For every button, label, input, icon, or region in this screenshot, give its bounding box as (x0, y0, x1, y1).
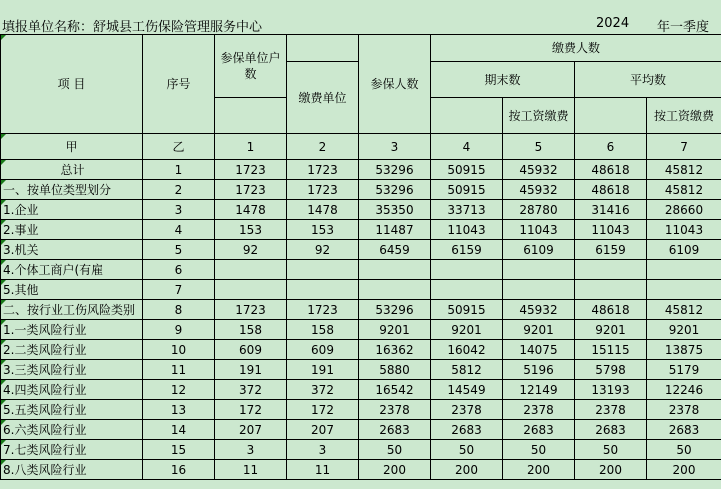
code-cell[interactable]: 3 (359, 134, 431, 160)
row-value-cell[interactable]: 5798 (575, 360, 647, 380)
table-row (1, 360, 721, 380)
row-seq[interactable]: 13 (143, 400, 215, 420)
row-value-cell[interactable]: 13193 (575, 380, 647, 400)
row-item-label[interactable]: 7.七类风险行业 (1, 440, 143, 460)
row-value-cell[interactable]: 1723 (287, 180, 359, 200)
row-value-cell[interactable]: 2378 (359, 400, 431, 420)
insurance-table (0, 34, 721, 480)
row-value-cell[interactable]: 1723 (215, 300, 287, 320)
row-item-label[interactable]: 8.八类风险行业 (1, 460, 143, 480)
row-value-cell[interactable] (287, 260, 359, 280)
row-value-cell[interactable] (215, 280, 287, 300)
row-value-cell[interactable]: 53296 (359, 300, 431, 320)
unit-name-label: 填报单位名称：舒城县工伤保险管理服务中心 (2, 20, 263, 35)
table-row (1, 240, 721, 260)
row-value-cell[interactable]: 2683 (359, 420, 431, 440)
row-seq[interactable]: 15 (143, 440, 215, 460)
row-value-cell[interactable]: 200 (503, 460, 575, 480)
row-value-cell[interactable]: 1478 (287, 200, 359, 220)
row-value-cell[interactable]: 3 (215, 440, 287, 460)
row-value-cell[interactable]: 45932 (503, 160, 575, 180)
row-seq[interactable]: 6 (143, 260, 215, 280)
row-value-cell[interactable]: 53296 (359, 160, 431, 180)
row-value-cell[interactable]: 2683 (503, 420, 575, 440)
report-year: 2024 (596, 16, 630, 31)
table-row (1, 160, 721, 180)
row-value-cell[interactable]: 16042 (431, 340, 503, 360)
row-value-cell[interactable]: 1478 (215, 200, 287, 220)
table-row (1, 200, 721, 220)
row-value-cell[interactable]: 5880 (359, 360, 431, 380)
row-value-cell[interactable] (575, 280, 647, 300)
row-value-cell[interactable]: 14075 (503, 340, 575, 360)
row-value-cell[interactable]: 9201 (359, 320, 431, 340)
row-item-label[interactable]: 二、按行业工伤风险类别 (1, 300, 143, 320)
table-row (1, 220, 721, 240)
table-row (1, 300, 721, 320)
col-header-seq[interactable]: 序号 (143, 35, 215, 134)
row-value-cell[interactable]: 158 (215, 320, 287, 340)
row-item-label[interactable]: 5.五类风险行业 (1, 400, 143, 420)
row-value-cell[interactable] (359, 280, 431, 300)
row-value-cell[interactable]: 207 (287, 420, 359, 440)
row-value-cell[interactable]: 50 (431, 440, 503, 460)
row-value-cell[interactable]: 50915 (431, 180, 503, 200)
table-row (1, 280, 721, 300)
row-value-cell[interactable]: 609 (287, 340, 359, 360)
row-value-cell[interactable]: 48618 (575, 300, 647, 320)
row-seq[interactable]: 2 (143, 180, 215, 200)
row-value-cell[interactable] (215, 260, 287, 280)
row-value-cell[interactable]: 53296 (359, 180, 431, 200)
row-value-cell[interactable]: 2683 (431, 420, 503, 440)
row-value-cell[interactable]: 6459 (359, 240, 431, 260)
row-value-cell[interactable]: 2378 (575, 400, 647, 420)
row-value-cell[interactable]: 207 (215, 420, 287, 440)
row-value-cell[interactable]: 6109 (503, 240, 575, 260)
code-cell[interactable]: 7 (647, 134, 721, 160)
row-seq[interactable]: 7 (143, 280, 215, 300)
row-value-cell[interactable]: 9201 (575, 320, 647, 340)
col-header-insured-people[interactable]: 参保人数 (359, 35, 431, 134)
code-cell[interactable]: 5 (503, 134, 575, 160)
table-row (1, 440, 721, 460)
col-header-item[interactable]: 项 目 (1, 35, 143, 134)
row-value-cell[interactable]: 12246 (647, 380, 721, 400)
row-value-cell[interactable]: 45932 (503, 300, 575, 320)
row-value-cell[interactable]: 11043 (575, 220, 647, 240)
row-value-cell[interactable]: 50 (575, 440, 647, 460)
row-value-cell[interactable]: 153 (215, 220, 287, 240)
row-value-cell[interactable]: 2378 (503, 400, 575, 420)
code-cell[interactable]: 2 (287, 134, 359, 160)
col-header-end-count[interactable]: 期末数 (431, 62, 575, 98)
table-row (1, 320, 721, 340)
row-seq[interactable]: 5 (143, 240, 215, 260)
row-value-cell[interactable]: 2683 (575, 420, 647, 440)
row-value-cell[interactable]: 1723 (215, 160, 287, 180)
row-value-cell[interactable] (359, 260, 431, 280)
row-seq[interactable]: 12 (143, 380, 215, 400)
row-seq[interactable]: 3 (143, 200, 215, 220)
row-value-cell[interactable] (431, 260, 503, 280)
report-quarter: 年一季度 (657, 20, 710, 35)
row-value-cell[interactable]: 50915 (431, 160, 503, 180)
row-value-cell[interactable]: 609 (215, 340, 287, 360)
row-item-label[interactable]: 一、按单位类型划分 (1, 180, 143, 200)
row-item-label[interactable]: 2.事业 (1, 220, 143, 240)
row-seq[interactable]: 16 (143, 460, 215, 480)
table-row (1, 340, 721, 360)
row-value-cell[interactable]: 153 (287, 220, 359, 240)
row-value-cell[interactable]: 11 (287, 460, 359, 480)
row-value-cell[interactable]: 35350 (359, 200, 431, 220)
row-value-cell[interactable]: 50 (503, 440, 575, 460)
row-value-cell[interactable]: 2683 (647, 420, 721, 440)
code-cell[interactable]: 乙 (143, 134, 215, 160)
row-value-cell[interactable]: 14549 (431, 380, 503, 400)
row-value-cell[interactable]: 48618 (575, 160, 647, 180)
row-item-label[interactable]: 1.一类风险行业 (1, 320, 143, 340)
empty-header-cell[interactable] (215, 98, 287, 134)
col-header-avg-count[interactable]: 平均数 (575, 62, 721, 98)
row-value-cell[interactable]: 5812 (431, 360, 503, 380)
row-value-cell[interactable]: 50915 (431, 300, 503, 320)
col-header-paying-units[interactable]: 缴费单位 (287, 62, 359, 134)
col-header-paying-people[interactable]: 缴费人数 (431, 35, 721, 62)
row-value-cell[interactable]: 16362 (359, 340, 431, 360)
table-row (1, 180, 721, 200)
empty-header-cell[interactable] (575, 98, 647, 134)
row-value-cell[interactable]: 2378 (647, 400, 721, 420)
row-value-cell[interactable]: 45812 (647, 300, 721, 320)
row-value-cell[interactable]: 45812 (647, 160, 721, 180)
row-value-cell[interactable] (503, 280, 575, 300)
row-value-cell[interactable]: 92 (215, 240, 287, 260)
row-value-cell[interactable]: 2378 (431, 400, 503, 420)
report-header (0, 14, 721, 34)
row-value-cell[interactable]: 11043 (503, 220, 575, 240)
row-seq[interactable]: 1 (143, 160, 215, 180)
row-value-cell[interactable]: 372 (287, 380, 359, 400)
row-value-cell[interactable]: 1723 (287, 300, 359, 320)
row-value-cell[interactable]: 5196 (503, 360, 575, 380)
row-value-cell[interactable]: 28660 (647, 200, 721, 220)
col-header-insured-units[interactable]: 参保单位户数 (215, 35, 287, 98)
row-value-cell[interactable]: 16542 (359, 380, 431, 400)
row-value-cell[interactable]: 11487 (359, 220, 431, 240)
code-cell[interactable]: 4 (431, 134, 503, 160)
row-value-cell[interactable]: 9201 (647, 320, 721, 340)
row-value-cell[interactable]: 191 (215, 360, 287, 380)
row-value-cell[interactable]: 15115 (575, 340, 647, 360)
table-row (1, 400, 721, 420)
empty-header-cell[interactable] (287, 35, 359, 62)
row-value-cell[interactable]: 200 (431, 460, 503, 480)
row-value-cell[interactable]: 50 (647, 440, 721, 460)
code-cell[interactable]: 甲 (1, 134, 143, 160)
row-value-cell[interactable]: 12149 (503, 380, 575, 400)
row-value-cell[interactable]: 45932 (503, 180, 575, 200)
row-item-label[interactable]: 4.四类风险行业 (1, 380, 143, 400)
row-item-label[interactable]: 1.企业 (1, 200, 143, 220)
row-seq[interactable]: 8 (143, 300, 215, 320)
row-value-cell[interactable]: 191 (287, 360, 359, 380)
row-value-cell[interactable]: 45812 (647, 180, 721, 200)
row-seq[interactable]: 9 (143, 320, 215, 340)
row-value-cell[interactable]: 200 (575, 460, 647, 480)
row-value-cell[interactable]: 372 (215, 380, 287, 400)
row-value-cell[interactable]: 48618 (575, 180, 647, 200)
row-item-label[interactable]: 3.机关 (1, 240, 143, 260)
row-value-cell[interactable]: 11043 (647, 220, 721, 240)
code-cell[interactable]: 6 (575, 134, 647, 160)
row-value-cell[interactable] (503, 260, 575, 280)
table-row (1, 460, 721, 480)
row-value-cell[interactable]: 6159 (575, 240, 647, 260)
row-value-cell[interactable]: 158 (287, 320, 359, 340)
row-seq[interactable]: 10 (143, 340, 215, 360)
row-value-cell[interactable]: 13875 (647, 340, 721, 360)
row-value-cell[interactable]: 11 (215, 460, 287, 480)
row-seq[interactable]: 14 (143, 420, 215, 440)
row-value-cell[interactable]: 1723 (287, 160, 359, 180)
row-value-cell[interactable]: 172 (215, 400, 287, 420)
row-value-cell[interactable]: 6109 (647, 240, 721, 260)
row-value-cell[interactable] (575, 260, 647, 280)
row-value-cell[interactable]: 33713 (431, 200, 503, 220)
row-item-label[interactable]: 3.三类风险行业 (1, 360, 143, 380)
row-value-cell[interactable] (647, 280, 721, 300)
row-value-cell[interactable] (647, 260, 721, 280)
row-item-label[interactable]: 2.二类风险行业 (1, 340, 143, 360)
row-value-cell[interactable]: 11043 (431, 220, 503, 240)
row-value-cell[interactable]: 3 (287, 440, 359, 460)
row-value-cell[interactable]: 92 (287, 240, 359, 260)
row-item-label[interactable]: 总计 (1, 160, 143, 180)
empty-header-cell[interactable] (431, 98, 503, 134)
table-row (1, 420, 721, 440)
row-value-cell[interactable]: 5179 (647, 360, 721, 380)
col-header-by-wage-1[interactable]: 按工资缴费 (503, 98, 575, 134)
table-row (1, 380, 721, 400)
row-value-cell[interactable]: 31416 (575, 200, 647, 220)
row-value-cell[interactable] (287, 280, 359, 300)
row-value-cell[interactable] (431, 280, 503, 300)
row-value-cell[interactable]: 1723 (215, 180, 287, 200)
row-seq[interactable]: 4 (143, 220, 215, 240)
row-item-label[interactable]: 6.六类风险行业 (1, 420, 143, 440)
row-value-cell[interactable]: 172 (287, 400, 359, 420)
row-item-label[interactable]: 5.其他 (1, 280, 143, 300)
row-value-cell[interactable]: 50 (359, 440, 431, 460)
col-header-by-wage-2[interactable]: 按工资缴费 (647, 98, 721, 134)
row-value-cell[interactable]: 6159 (431, 240, 503, 260)
row-value-cell[interactable]: 9201 (431, 320, 503, 340)
code-cell[interactable]: 1 (215, 134, 287, 160)
row-value-cell[interactable]: 28780 (503, 200, 575, 220)
row-value-cell[interactable]: 9201 (503, 320, 575, 340)
row-item-label[interactable]: 4.个体工商户(有雇 (1, 260, 143, 280)
table-row (1, 260, 721, 280)
row-seq[interactable]: 11 (143, 360, 215, 380)
row-value-cell[interactable]: 200 (647, 460, 721, 480)
code-row (1, 134, 721, 160)
row-value-cell[interactable]: 200 (359, 460, 431, 480)
